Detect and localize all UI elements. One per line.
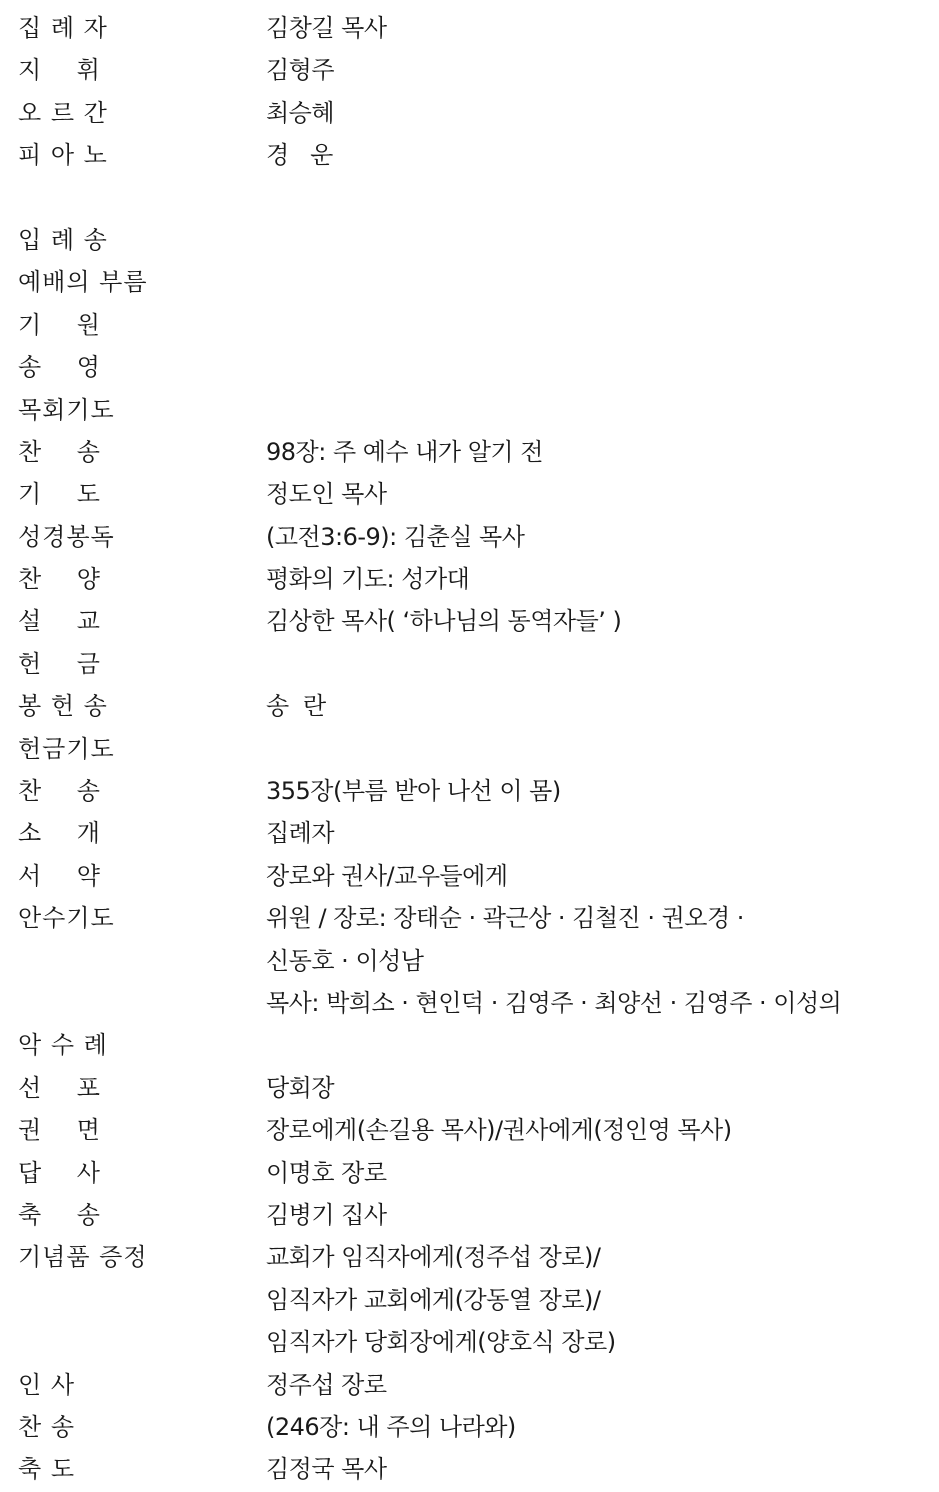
row-label: 악 수 례 — [18, 1031, 108, 1060]
row-label: 오 르 간 — [18, 98, 108, 127]
row-value: 당회장 — [266, 1073, 335, 1102]
row-label: 기 도 — [18, 480, 101, 509]
row-value: 위원 / 장로: 장태순 · 곽근상 · 김철진 · 권오경 · — [266, 904, 744, 933]
row-value: 355장(부름 받아 나선 이 몸) — [266, 777, 561, 806]
order-row-offering — [18, 643, 923, 685]
row-value: 장로와 권사/교우들에게 — [266, 861, 508, 890]
order-row-offering-prayer — [18, 728, 923, 770]
order-row-laying-on-hands-cont-1 — [18, 940, 923, 982]
order-row-anthem — [18, 558, 923, 600]
order-row-officiant — [18, 7, 923, 49]
row-label: 찬 송 — [18, 437, 101, 466]
order-row-laying-on-hands-cont-2 — [18, 982, 923, 1024]
order-row-sermon — [18, 600, 923, 642]
row-label: 기 원 — [18, 310, 101, 339]
order-row-introduction — [18, 812, 923, 854]
order-row-laying-on-hands — [18, 897, 923, 939]
order-row-pastoral-prayer — [18, 389, 923, 431]
order-row-doxology — [18, 346, 923, 388]
row-value: (246장: 내 주의 나라와) — [266, 1412, 516, 1441]
row-value: 신동호 · 이성남 — [266, 946, 424, 975]
order-row-handshake — [18, 1024, 923, 1066]
row-value: 김병기 집사 — [266, 1200, 387, 1229]
order-row-organ — [18, 92, 923, 134]
order-row-gift-presentation — [18, 1236, 923, 1278]
row-label: 목회기도 — [18, 395, 115, 424]
order-row-invocation — [18, 304, 923, 346]
order-row-hymn-2 — [18, 770, 923, 812]
row-value: 임직자가 교회에게(강동열 장로)/ — [266, 1285, 601, 1314]
row-value: 목사: 박희소 · 현인덕 · 김영주 · 최양선 · 김영주 · 이성의 — [266, 988, 842, 1017]
row-value: 정주섭 장로 — [266, 1370, 387, 1399]
row-label: 답 사 — [18, 1158, 101, 1187]
row-label: 찬 송 — [18, 1412, 75, 1441]
order-row-call-to-worship — [18, 261, 923, 303]
row-label: 인 사 — [18, 1370, 75, 1399]
order-row-proclamation — [18, 1067, 923, 1109]
row-label: 입 례 송 — [18, 225, 108, 254]
order-row-benediction — [18, 1448, 923, 1490]
row-label: 성경봉독 — [18, 522, 115, 551]
row-value: 송 란 — [266, 692, 326, 721]
order-row-response — [18, 1152, 923, 1194]
row-label: 소 개 — [18, 819, 101, 848]
order-row-gift-presentation-cont-2 — [18, 1321, 923, 1363]
row-value: 평화의 기도: 성가대 — [266, 565, 470, 594]
row-label: 찬 송 — [18, 777, 101, 806]
order-row-piano — [18, 134, 923, 176]
row-label: 축 도 — [18, 1455, 75, 1484]
row-value: 장로에게(손길용 목사)/권사에게(정인영 목사) — [266, 1116, 732, 1145]
order-row-celebration-song — [18, 1194, 923, 1236]
row-value: 집례자 — [266, 819, 335, 848]
row-label: 집 례 자 — [18, 14, 108, 42]
row-label: 안수기도 — [18, 904, 115, 933]
row-label: 봉 헌 송 — [18, 692, 108, 721]
row-label: 헌 금 — [18, 649, 101, 678]
row-label: 서 약 — [18, 861, 101, 890]
order-row-offertory — [18, 685, 923, 727]
row-label: 기념품 증정 — [18, 1243, 148, 1272]
worship-order — [18, 7, 923, 1491]
order-row-prayer — [18, 473, 923, 515]
row-value: 김형주 — [266, 56, 335, 85]
row-value: 김창길 목사 — [266, 14, 387, 42]
row-value: 최승혜 — [266, 98, 335, 127]
row-label: 피 아 노 — [18, 141, 108, 170]
row-value: 98장: 주 예수 내가 알기 전 — [266, 437, 543, 466]
row-label: 선 포 — [18, 1073, 101, 1102]
order-row-exhortation — [18, 1109, 923, 1151]
row-label: 헌금기도 — [18, 734, 115, 763]
order-row-greeting — [18, 1364, 923, 1406]
blank-row — [18, 177, 923, 219]
row-value: 교회가 임직자에게(정주섭 장로)/ — [266, 1243, 601, 1272]
order-row-gift-presentation-cont-1 — [18, 1279, 923, 1321]
order-row-conductor — [18, 49, 923, 91]
row-value: 이명호 장로 — [266, 1158, 387, 1187]
row-value: 경 운 — [266, 141, 333, 170]
order-row-hymn-1 — [18, 431, 923, 473]
row-label: 설 교 — [18, 607, 101, 636]
row-label: 권 면 — [18, 1116, 101, 1145]
row-value: (고전3:6-9): 김춘실 목사 — [266, 522, 525, 551]
row-value: 김상한 목사( ‘하나님의 동역자들’ ) — [266, 607, 622, 636]
row-value: 정도인 목사 — [266, 480, 387, 509]
order-row-scripture — [18, 516, 923, 558]
row-label: 지 휘 — [18, 56, 101, 85]
row-label: 송 영 — [18, 353, 101, 382]
row-value: 김정국 목사 — [266, 1455, 387, 1484]
row-label: 축 송 — [18, 1200, 101, 1229]
order-row-vows — [18, 855, 923, 897]
row-value: 임직자가 당회장에게(양호식 장로) — [266, 1328, 616, 1357]
row-label: 예배의 부름 — [18, 268, 148, 297]
order-row-processional — [18, 219, 923, 261]
row-label: 찬 양 — [18, 565, 101, 594]
order-row-hymn-3 — [18, 1406, 923, 1448]
